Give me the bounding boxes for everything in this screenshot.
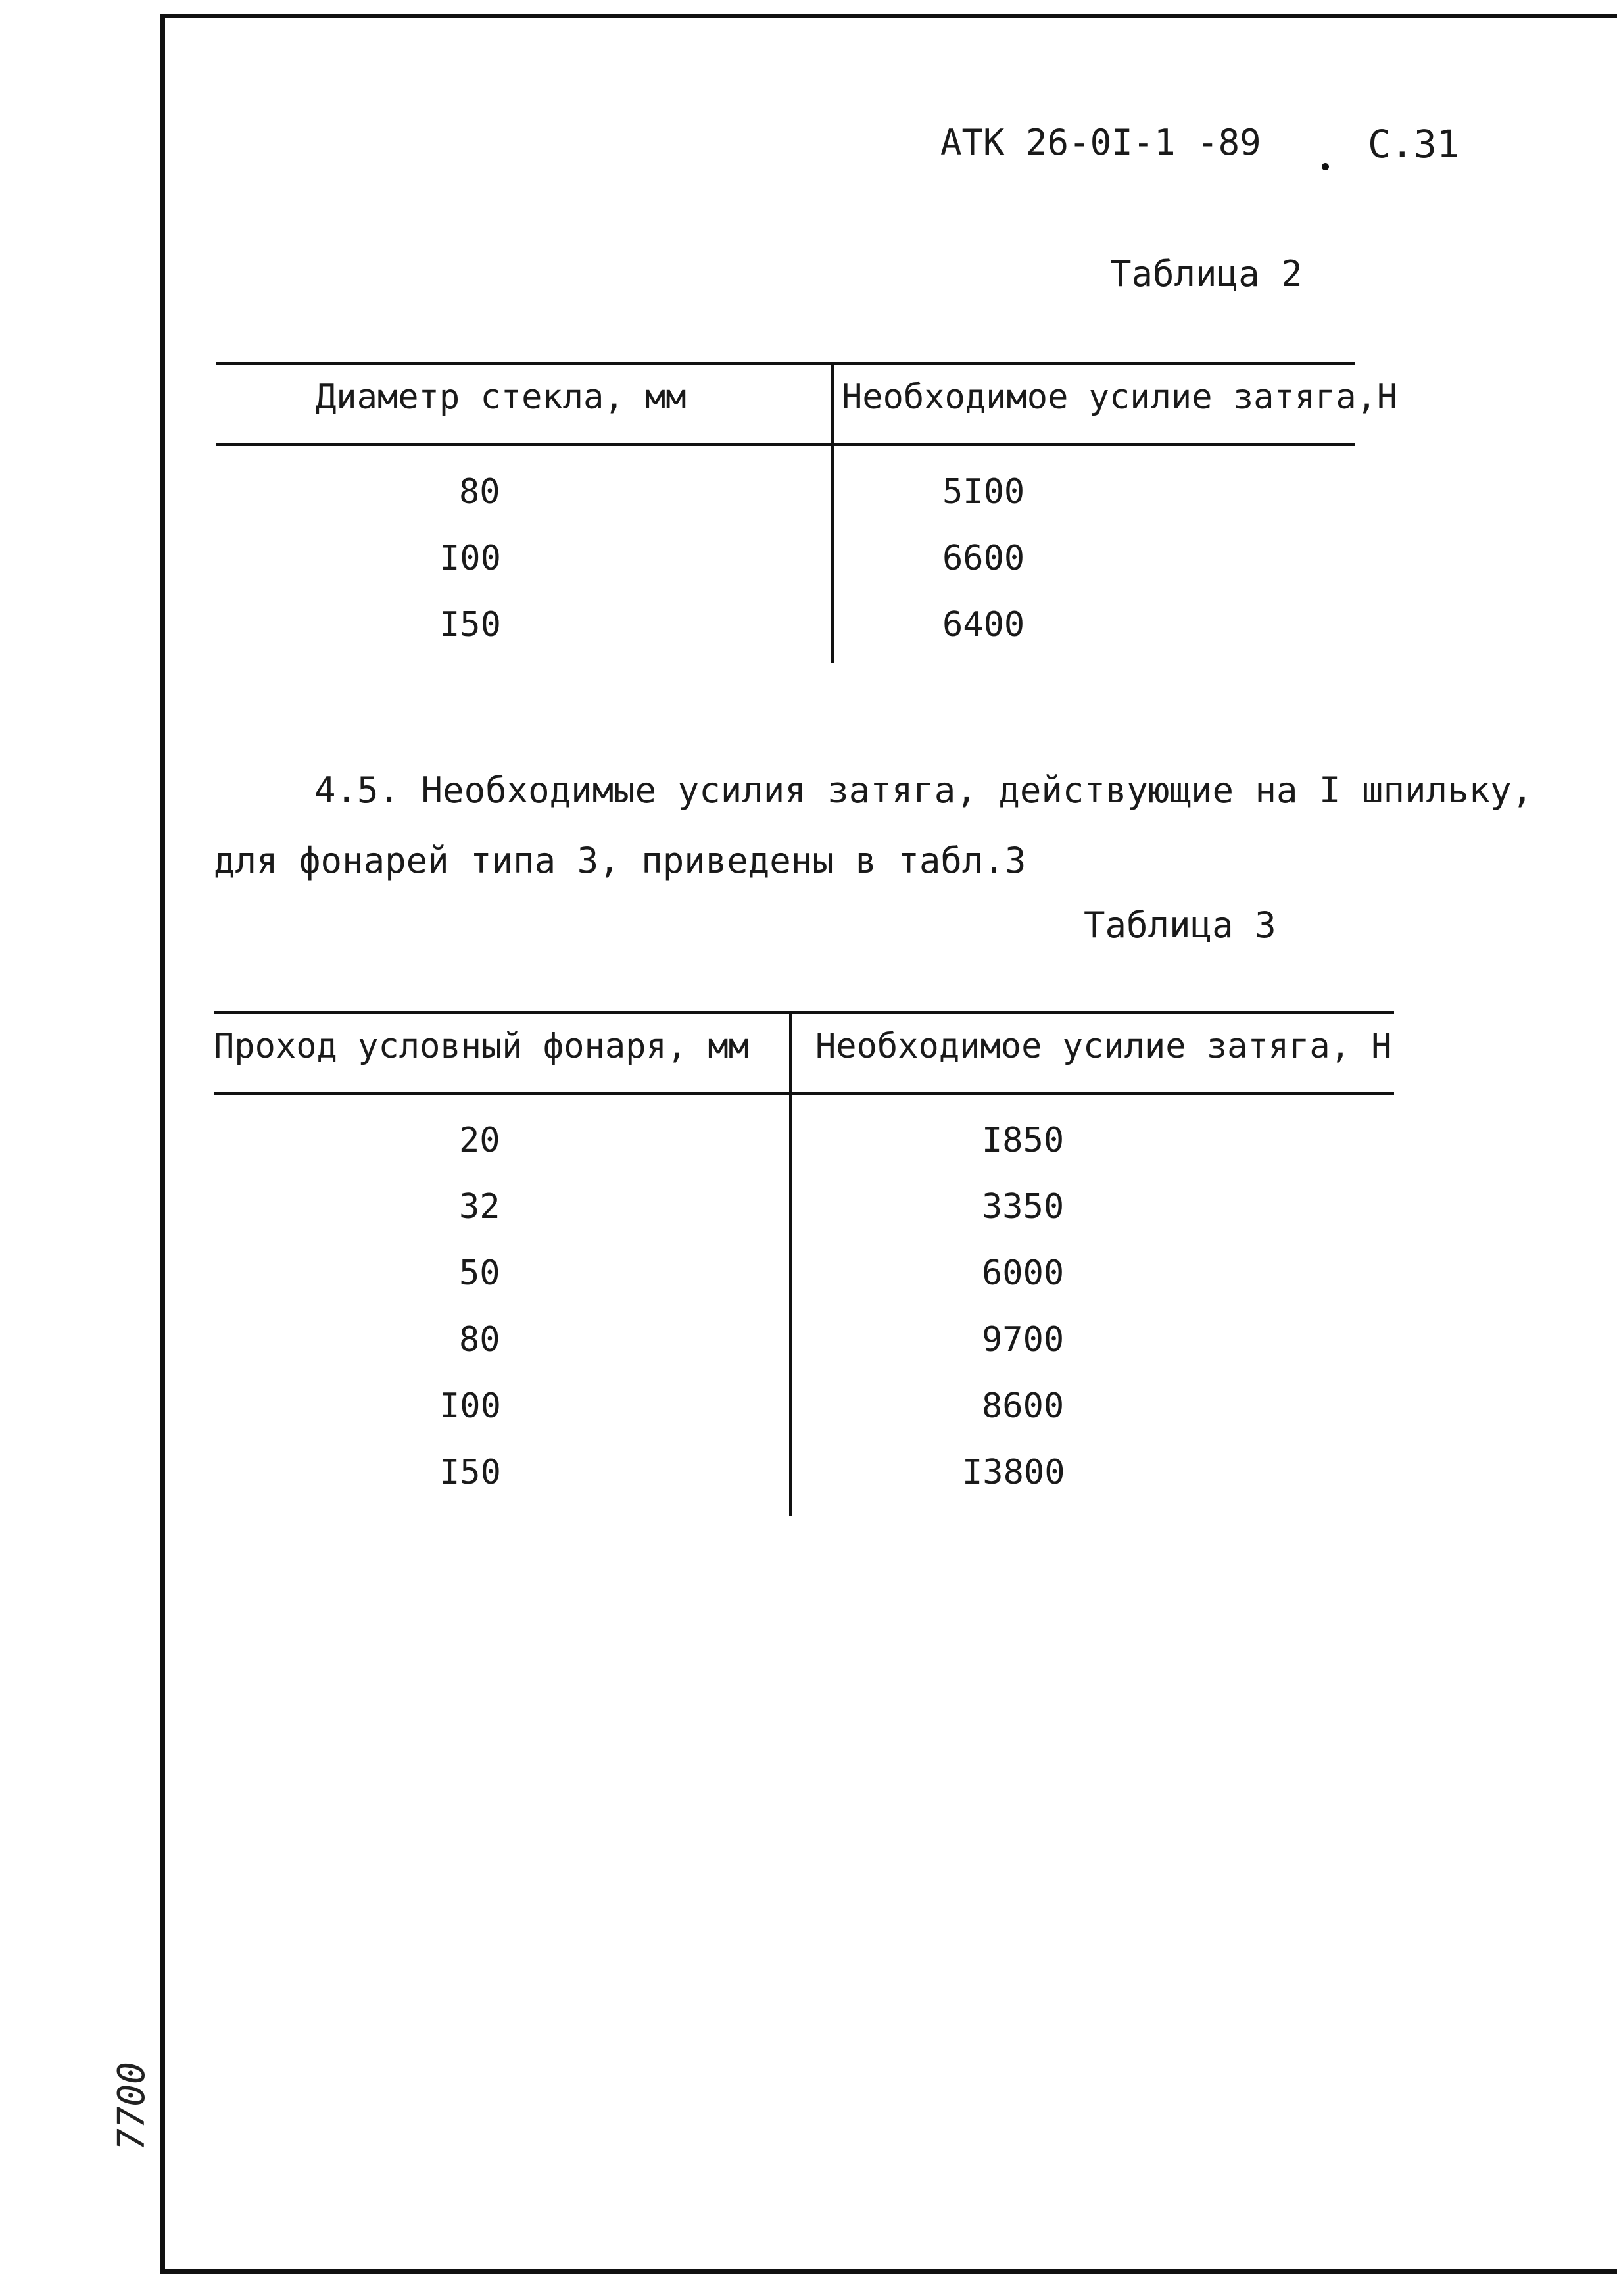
table3-top-rule: [214, 1011, 1394, 1014]
table3-row6-passage: I50: [439, 1453, 501, 1492]
table2-row2-force: 6600: [942, 539, 1025, 578]
frame-top-border: [160, 14, 1617, 18]
table2-caption: Таблица 2: [1110, 253, 1303, 295]
dot-mark: [1322, 163, 1329, 170]
table2-header-rule: [216, 443, 1355, 446]
table3-row1-passage: 20: [459, 1121, 500, 1160]
table3-row6-force: I3800: [962, 1453, 1065, 1492]
paragraph-line-1: 4.5. Необходимые усилия затяга, действующие на I шпильку,: [314, 769, 1533, 811]
table2-top-rule: [216, 362, 1355, 365]
table2-row1-diameter: 80: [459, 472, 500, 512]
table2-column-divider: [831, 362, 834, 663]
page-number: С.31: [1368, 122, 1460, 166]
table3-row5-passage: I00: [439, 1386, 501, 1426]
table2-col1-header: Диаметр стекла, мм: [316, 378, 687, 417]
table3-row3-passage: 50: [459, 1254, 500, 1293]
table3-row2-force: 3350: [982, 1187, 1065, 1227]
frame-bottom-border: [160, 2269, 1617, 2274]
table3-row4-force: 9700: [982, 1320, 1065, 1359]
table2-row3-diameter: I50: [439, 605, 501, 645]
table3-row5-force: 8600: [982, 1386, 1065, 1426]
table3-caption: Таблица 3: [1084, 904, 1276, 946]
table3-row4-passage: 80: [459, 1320, 500, 1359]
table2-col2-header: Необходимое усилие затяга,Н: [842, 378, 1398, 417]
table2-row3-force: 6400: [942, 605, 1025, 645]
paragraph-line-2: для фонарей типа 3, приведены в табл.3: [214, 840, 1026, 881]
table2-row2-diameter: I00: [439, 539, 501, 578]
table3-row2-passage: 32: [459, 1187, 500, 1227]
table3-col1-header: Проход условный фонаря, мм: [214, 1027, 749, 1066]
document-code: АТК 26-0I-1 -89: [940, 122, 1261, 163]
frame-left-border: [160, 14, 165, 2274]
margin-handwritten-number: 7700: [110, 2062, 153, 2151]
table3-col2-header: Необходимое усилие затяга, Н: [815, 1027, 1392, 1066]
table2-row1-force: 5I00: [942, 472, 1025, 512]
table3-row1-force: I850: [982, 1121, 1065, 1160]
table3-header-rule: [214, 1092, 1394, 1095]
table3-row3-force: 6000: [982, 1254, 1065, 1293]
table3-column-divider: [789, 1011, 792, 1516]
